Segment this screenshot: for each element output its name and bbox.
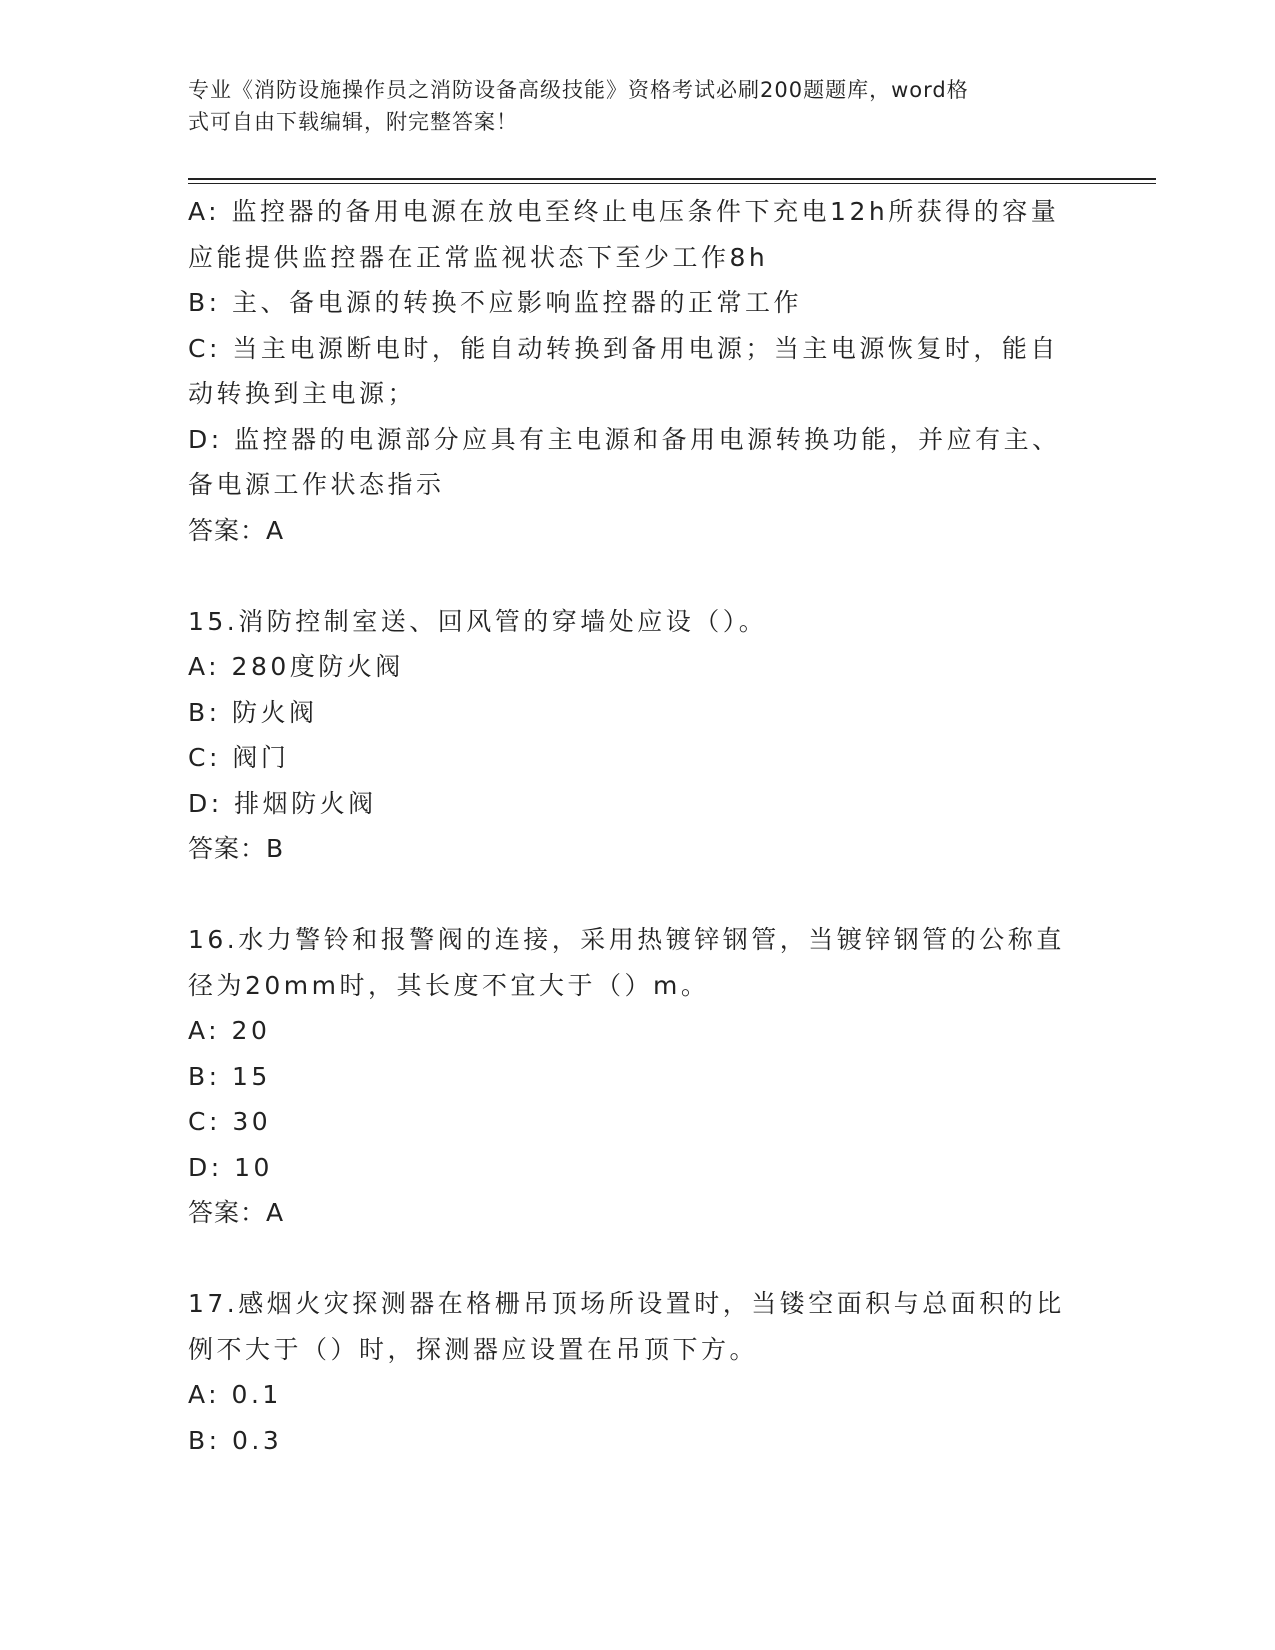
option-a: A: 20 xyxy=(188,1016,271,1045)
header-line-1: 专业《消防设施操作员之消防设备高级技能》资格考试必刷200题题库，word格 xyxy=(188,78,969,102)
question-17-stem-line-2: 例不大于（）时，探测器应设置在吊顶下方。 xyxy=(188,1334,759,1364)
header-divider-thin xyxy=(188,183,1156,184)
question-17-stem-line-1: 17.感烟火灾探测器在格栅吊顶场所设置时，当镂空面积与总面积的比 xyxy=(188,1289,1065,1318)
header-divider-thick xyxy=(188,178,1156,180)
question-16-stem-line-1: 16.水力警铃和报警阀的连接，采用热镀锌钢管，当镀锌钢管的公称直 xyxy=(188,925,1065,954)
option-c-line-2: 动转换到主电源； xyxy=(188,379,417,408)
question-17 xyxy=(188,1281,1088,1463)
question-16 xyxy=(188,917,1088,1236)
option-c: C: 30 xyxy=(188,1107,272,1136)
option-d-line-2: 备电源工作状态指示 xyxy=(188,470,445,499)
option-c-line-1: C: 当主电源断电时，能自动转换到备用电源；当主电源恢复时，能自 xyxy=(188,333,1059,363)
question-14-options xyxy=(188,189,1088,553)
option-a: A: 0.1 xyxy=(188,1380,282,1409)
option-d: D: 10 xyxy=(188,1152,273,1182)
option-d-line-1: D: 监控器的电源部分应具有主电源和备用电源转换功能，并应有主、 xyxy=(188,424,1061,454)
answer-14: 答案：A xyxy=(188,515,285,545)
answer-15: 答案：B xyxy=(188,834,285,863)
question-15 xyxy=(188,599,1088,872)
option-b: B: 主、备电源的转换不应影响监控器的正常工作 xyxy=(188,288,803,317)
answer-16: 答案：A xyxy=(188,1198,285,1227)
question-content xyxy=(188,189,1088,1463)
question-15-stem: 15.消防控制室送、回风管的穿墙处应设（）。 xyxy=(188,606,768,636)
option-d: D: 排烟防火阀 xyxy=(188,788,377,818)
option-a-line-1: A: 监控器的备用电源在放电至终止电压条件下充电12h所获得的容量 xyxy=(188,197,1060,226)
question-16-stem-line-2: 径为20mm时，其长度不宜大于（）m。 xyxy=(188,970,710,1000)
spacer xyxy=(188,553,1088,599)
option-b: B: 防火阀 xyxy=(188,697,318,727)
header-line-2: 式可自由下载编辑，附完整答案！ xyxy=(188,110,518,134)
document-header xyxy=(188,74,1088,138)
spacer xyxy=(188,872,1088,918)
option-a-line-2: 应能提供监控器在正常监视状态下至少工作8h xyxy=(188,242,769,272)
spacer xyxy=(188,1236,1088,1282)
option-a: A: 280度防火阀 xyxy=(188,652,404,681)
option-c: C: 阀门 xyxy=(188,743,290,772)
option-b: B: 15 xyxy=(188,1061,271,1091)
option-b: B: 0.3 xyxy=(188,1425,283,1455)
